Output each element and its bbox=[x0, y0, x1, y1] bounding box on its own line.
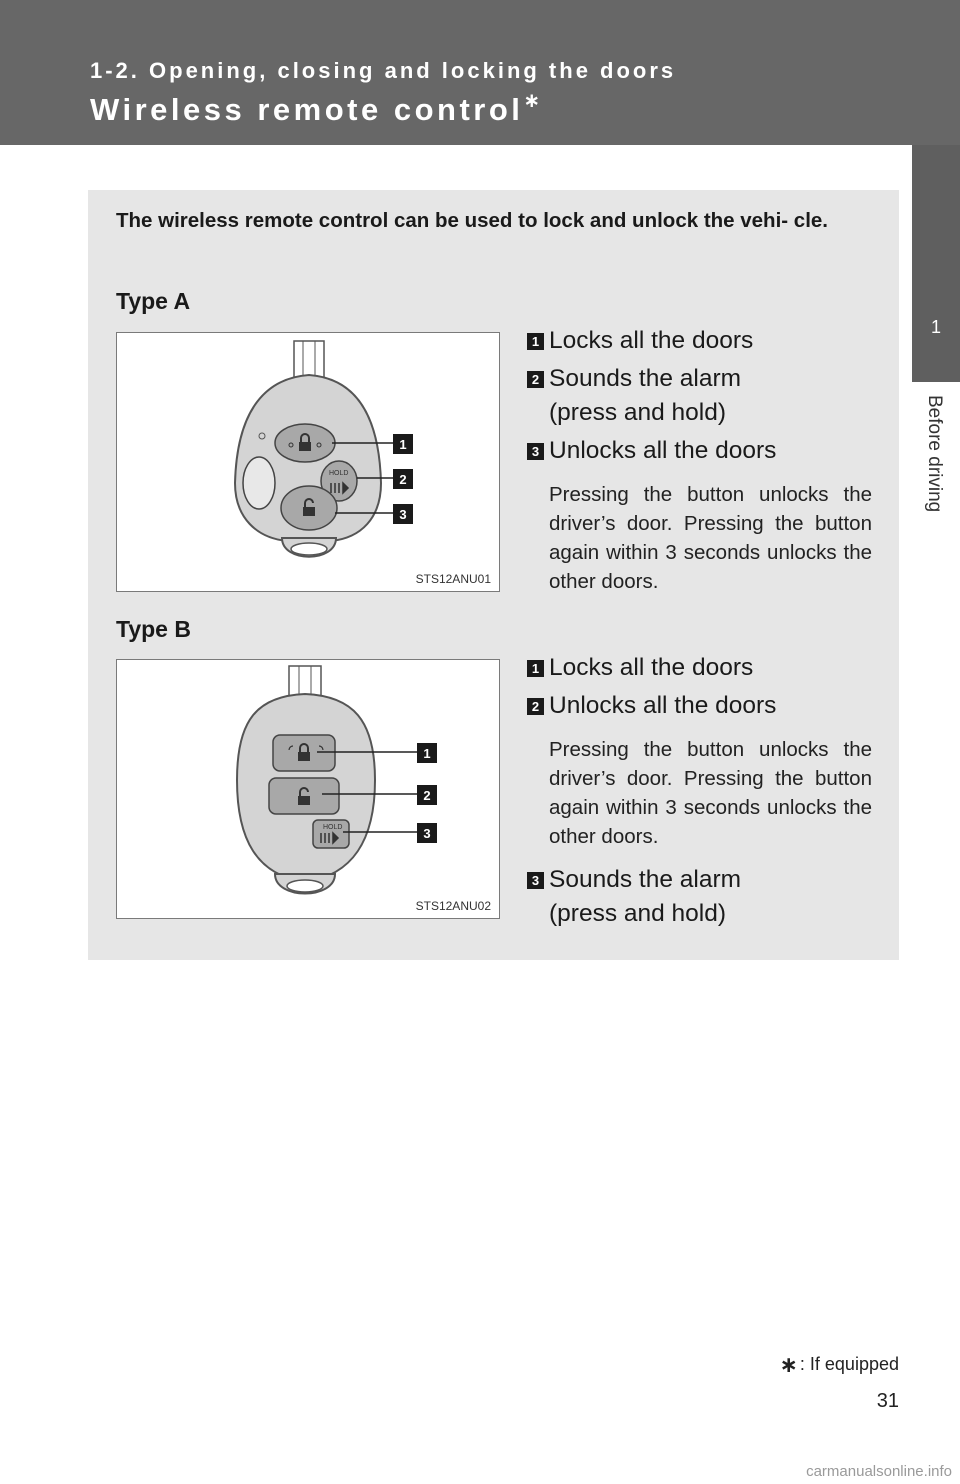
lock-icon bbox=[299, 442, 311, 451]
chapter-label-container bbox=[918, 395, 948, 555]
callout-3: 3 bbox=[399, 507, 407, 522]
item-number: 2 bbox=[527, 698, 544, 715]
item-note: Pressing the button unlocks the driver’s door. Pressing the button again within 3 seconds unlocks the other doors. bbox=[549, 483, 872, 593]
type-b-list bbox=[527, 651, 872, 935]
item-text: Sounds the alarm bbox=[549, 365, 742, 392]
footnote-mark: ∗ bbox=[779, 1352, 798, 1377]
footnote-text: : If equipped bbox=[799, 1354, 899, 1374]
intro-text: The wireless remote control can be used to lock and unlock the vehi- cle. bbox=[116, 209, 828, 232]
type-a-heading: Type A bbox=[116, 288, 191, 314]
item-text: Locks all the doors bbox=[549, 327, 754, 354]
callout-2: 2 bbox=[399, 472, 407, 487]
lock-icon bbox=[298, 752, 310, 761]
unlock-icon bbox=[303, 507, 315, 516]
hold-label: HOLD bbox=[323, 824, 343, 831]
item-note: Pressing the button unlocks the driver’s door. Pressing the button again within 3 seconds unlocks the other doors. bbox=[549, 738, 872, 848]
unlock-icon bbox=[298, 796, 310, 805]
type-b-key-illustration bbox=[117, 660, 501, 920]
item-text: Sounds the alarm bbox=[549, 866, 742, 893]
watermark: carmanualsonline.info bbox=[806, 1463, 952, 1480]
page-header bbox=[0, 0, 960, 145]
callout-3: 3 bbox=[423, 826, 431, 841]
list-item bbox=[527, 324, 872, 358]
chapter-tab bbox=[912, 145, 960, 382]
chapter-number: 1 bbox=[930, 317, 941, 337]
item-text: Unlocks all the doors bbox=[549, 692, 777, 719]
type-a-key-illustration bbox=[117, 333, 501, 593]
item-text: Locks all the doors bbox=[549, 654, 754, 681]
type-b-figure bbox=[116, 659, 500, 919]
figure-id: STS12ANU01 bbox=[415, 572, 491, 586]
section-label: 1-2. Opening, closing and locking the doors bbox=[90, 58, 677, 83]
type-b-heading: Type B bbox=[116, 616, 191, 642]
item-subtext: (press and hold) bbox=[549, 900, 727, 927]
if-equipped-mark: ∗ bbox=[523, 90, 541, 112]
callout-1: 1 bbox=[399, 437, 407, 452]
item-number: 1 bbox=[527, 333, 544, 350]
item-number: 3 bbox=[527, 872, 544, 889]
list-item bbox=[527, 689, 872, 723]
footnote bbox=[779, 1350, 899, 1376]
item-number: 2 bbox=[527, 371, 544, 388]
type-a-list bbox=[527, 324, 872, 608]
hold-label: HOLD bbox=[329, 470, 349, 477]
page-title bbox=[90, 92, 540, 128]
item-number: 1 bbox=[527, 660, 544, 677]
chapter-label: Before driving bbox=[924, 395, 945, 513]
item-number: 3 bbox=[527, 443, 544, 460]
list-item bbox=[527, 434, 872, 468]
list-item bbox=[527, 362, 872, 430]
item-subtext: (press and hold) bbox=[549, 399, 727, 426]
list-item bbox=[527, 651, 872, 685]
type-a-figure bbox=[116, 332, 500, 592]
page-title-text: Wireless remote control bbox=[90, 92, 524, 127]
page-number: 31 bbox=[876, 1390, 899, 1412]
figure-id: STS12ANU02 bbox=[415, 899, 491, 913]
list-item bbox=[527, 863, 872, 931]
callout-1: 1 bbox=[423, 746, 431, 761]
callout-2: 2 bbox=[423, 788, 431, 803]
blank-button-a bbox=[243, 457, 275, 509]
item-text: Unlocks all the doors bbox=[549, 437, 777, 464]
